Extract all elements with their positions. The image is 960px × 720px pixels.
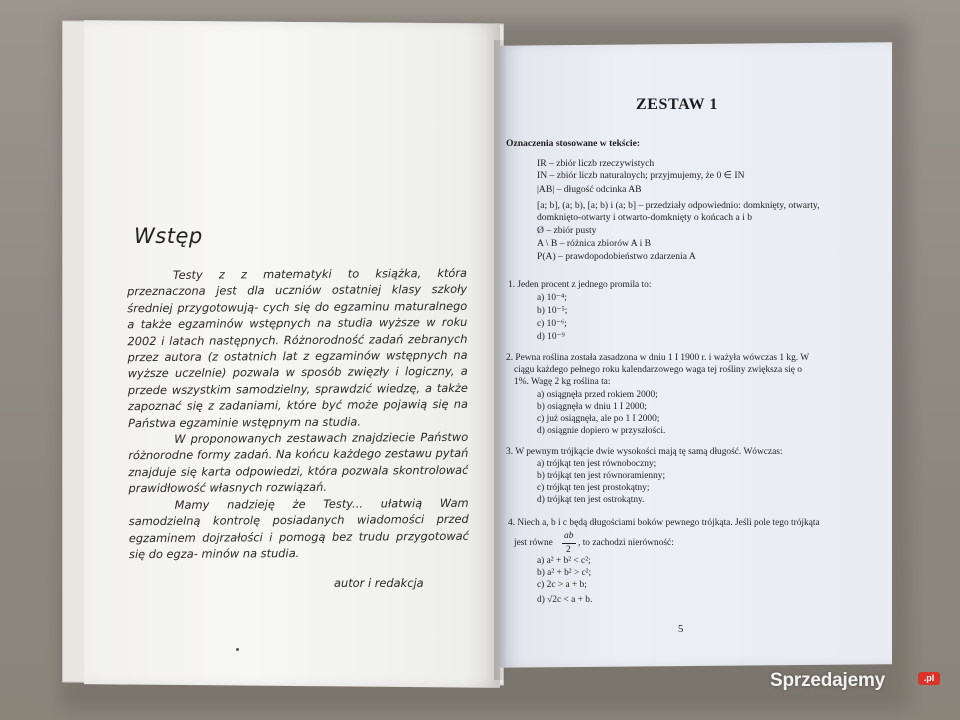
answer-option: d) √2c < a + b.: [537, 595, 593, 605]
answer-option: d) osiągnie dopiero w przyszłości.: [537, 426, 666, 436]
question-2-line: ciągu każdego pełnego roku kalendarzowego waga tej rośliny zwiększa się o: [514, 365, 802, 375]
fraction-numerator: ab: [564, 531, 574, 541]
intro-body: [127, 265, 469, 563]
question-1: 1. Jeden procent z jednego promila to:: [508, 280, 652, 290]
question-2-line: 2. Pewna roślina została zasadzona w dniu 1 I 1900 r. i ważyła wówczas 1 kg. W: [506, 353, 810, 363]
intro-paragraph: Testy z z matematyki to książka, która przeznaczona jest dla uczniów ostatniej klasy szkoły średniej przygotowują- cych się do egzaminu maturalnego a także egzaminów wstępnych na studia wyższe w roku 2002 i latach następnych. Różnorodność zadań zebranych przez autora (z ostatnich lat z egzaminów wstępnych na wyższe uczelnie) pozwala w sposób zwięzły i logiczny, a przede wszystkim samodzielny, sprawdzić wiedzę, a także zapoznać się z zadaniami, które być może pojawią się na Państwa egzaminie wstępnym na studia.: [127, 265, 468, 430]
fraction-bar: [562, 543, 576, 544]
answer-option: c) trójkąt ten jest prostokątny;: [537, 483, 650, 493]
page-number: 5: [678, 624, 684, 635]
answer-option: c) już osiągnęła, ale po 1 I 2000;: [537, 414, 660, 424]
notation-line: IR – zbiór liczb rzeczywistych: [537, 158, 655, 169]
answer-option: a) trójkąt ten jest równoboczny;: [537, 459, 657, 469]
answer-option: a) a² + b² < c²;: [537, 556, 591, 566]
question-4-prefix: jest równe: [514, 538, 553, 548]
question-4-line: 4. Niech a, b i c będą długościami boków pewnego trójkąta. Jeśli pole tego trójkąta: [508, 518, 820, 528]
answer-option: b) a² + b² > c²;: [537, 568, 592, 578]
answer-option: b) osiągnęła w dniu 1 I 2000;: [537, 402, 647, 412]
answer-option: c) 2c > a + b;: [537, 580, 587, 590]
question-4-suffix: , to zachodzi nierówność:: [578, 538, 674, 548]
answer-option: b) 10⁻⁵;: [537, 306, 568, 316]
watermark-logo: Sprzedajemy: [770, 670, 886, 691]
question-3: 3. W pewnym trójkącie dwie wysokości mają tę samą długość. Wówczas:: [506, 447, 783, 457]
intro-title: Wstęp: [134, 224, 203, 248]
fraction-denominator: 2: [566, 545, 571, 555]
answer-option: c) 10⁻⁶;: [537, 319, 567, 329]
answer-option: d) 10⁻⁹: [537, 332, 565, 342]
intro-paragraph: Mamy nadzieję że Testy... ułatwią Wam samodzielną kontrolę posiadanych wiadomości przed egzaminem dojrzałości i pomogą bez trudu przygotować się do egza- minów na studia.: [128, 495, 469, 562]
answer-option: a) 10⁻⁴;: [537, 293, 567, 303]
set-title: ZESTAW 1: [636, 96, 719, 113]
notation-line: A \ B – różnica zbiorów A i B: [537, 238, 652, 249]
question-2-line: 1%. Wagę 2 kg roślina ta:: [514, 377, 611, 387]
notation-line: |AB| – długość odcinka AB: [537, 184, 642, 195]
intro-paragraph: W proponowanych zestawach znajdziecie Państwo różnorodne formy zadań. Na końcu każdego zestawu pytań znajduje się karta odpowiedzi, która pozwala skontrolować prawidłowość własnych rozwiązań.: [128, 429, 469, 496]
notation-line: Ø – zbiór pusty: [537, 225, 597, 236]
answer-option: a) osiągnęła przed rokiem 2000;: [537, 390, 658, 400]
answer-option: d) trójkąt ten jest ostrokątny.: [537, 495, 645, 505]
page-speck: [236, 648, 239, 651]
notation-heading: Oznaczenia stosowane w tekście:: [506, 138, 641, 149]
notation-line: P(A) – prawdopodobieństwo zdarzenia A: [537, 251, 696, 262]
watermark-badge: .pl: [918, 672, 940, 685]
notation-line: IN – zbiór liczb naturalnych; przyjmujemy, że 0 ∈ IN: [537, 170, 745, 181]
notation-line: [a; b], (a; b), [a; b) i (a; b] – przedziały odpowiednio: domknięty, otwarty,: [537, 200, 820, 211]
answer-option: b) trójkąt ten jest równoramienny;: [537, 471, 666, 481]
notation-line: domknięto-otwarty i otwarto-domknięty o końcach a i b: [537, 212, 753, 223]
intro-signature: autor i redakcja: [334, 576, 424, 590]
book-gutter: [494, 40, 506, 680]
